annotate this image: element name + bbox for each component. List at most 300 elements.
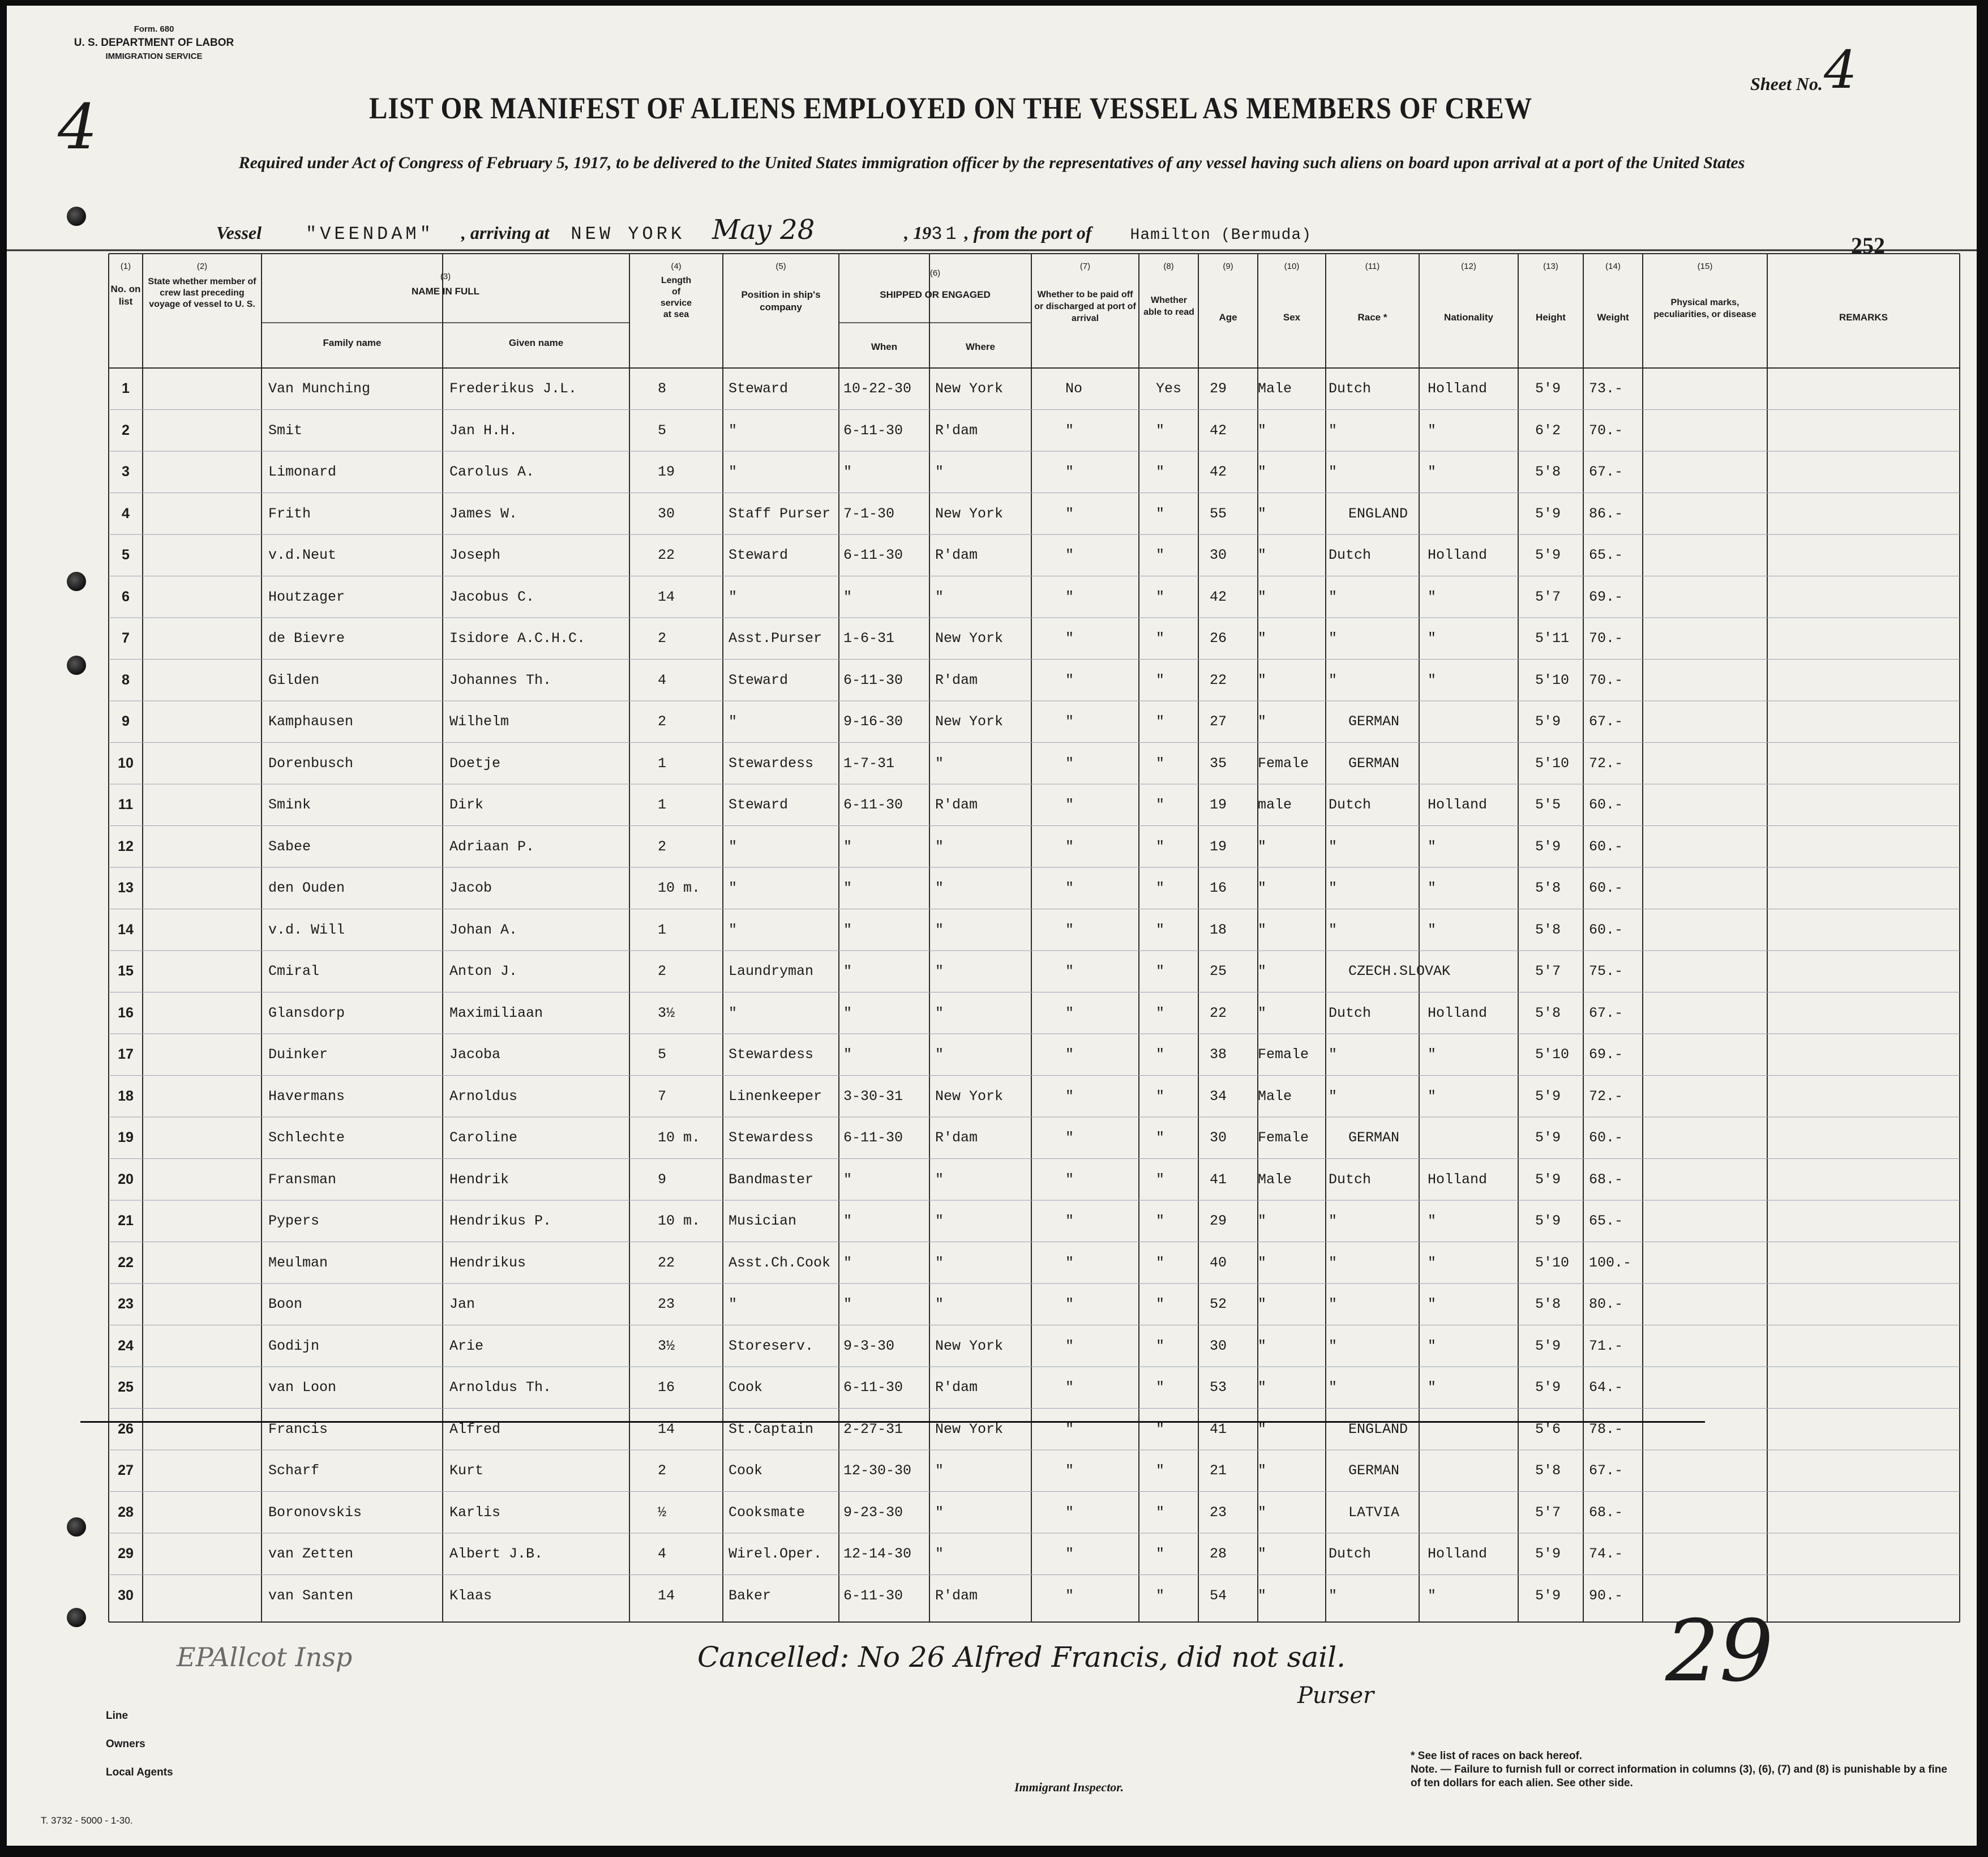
cell-read: " bbox=[1156, 713, 1165, 730]
cell-weight: 68.- bbox=[1589, 1504, 1623, 1521]
cell-position: Steward bbox=[729, 797, 789, 813]
cell-position: Linenkeeper bbox=[729, 1088, 822, 1105]
cell-read: " bbox=[1156, 1129, 1165, 1146]
cell-position: Storeserv. bbox=[729, 1337, 814, 1354]
cell-where: " bbox=[935, 838, 944, 855]
cell-nationality: " bbox=[1428, 630, 1437, 647]
cell-family: Pypers bbox=[268, 1213, 320, 1229]
cell-paid: " bbox=[1065, 1462, 1074, 1479]
cell-weight: 78.- bbox=[1589, 1420, 1623, 1437]
cell-where: " bbox=[935, 588, 944, 605]
cell-height: 5'9 bbox=[1535, 1171, 1561, 1188]
cell-race: GERMAN bbox=[1348, 1129, 1400, 1146]
cell-height: 5'9 bbox=[1535, 1337, 1561, 1354]
col14-number: (14) bbox=[1605, 262, 1621, 271]
cell-family: Schlechte bbox=[268, 1129, 345, 1146]
col2-header: State whether member of crew last preceding voyage of vessel to U. S. bbox=[148, 277, 256, 309]
cell-when: " bbox=[843, 588, 852, 605]
cell-weight: 72.- bbox=[1589, 1088, 1623, 1105]
cell-family: v.d.Neut bbox=[268, 547, 337, 563]
row-number: 28 bbox=[118, 1504, 134, 1520]
cell-age: 29 bbox=[1210, 380, 1227, 397]
cell-age: 53 bbox=[1210, 1379, 1227, 1396]
cell-sex: " bbox=[1258, 630, 1267, 647]
cell-when: 1-7-31 bbox=[843, 755, 895, 772]
cell-sex: " bbox=[1258, 505, 1267, 522]
cell-position: Wirel.Oper. bbox=[729, 1546, 822, 1562]
cell-when: 6-11-30 bbox=[843, 1129, 903, 1146]
cell-paid: " bbox=[1065, 630, 1074, 647]
cell-age: 30 bbox=[1210, 1129, 1227, 1146]
cell-service: 2 bbox=[658, 1462, 667, 1479]
purser-signature: Purser bbox=[1297, 1683, 1374, 1709]
cell-weight: 65.- bbox=[1589, 547, 1623, 563]
cell-sex: " bbox=[1258, 1420, 1267, 1437]
cell-service: 10 m. bbox=[658, 880, 701, 896]
cell-nationality: Holland bbox=[1428, 547, 1488, 563]
cell-when: " bbox=[843, 1171, 852, 1188]
col3-number: (3) bbox=[440, 272, 451, 281]
cell-race: ENGLAND bbox=[1348, 505, 1408, 522]
cell-family: Sabee bbox=[268, 838, 311, 855]
cell-age: 30 bbox=[1210, 1337, 1227, 1354]
cell-read: " bbox=[1156, 464, 1165, 480]
cell-sex: Male bbox=[1258, 1171, 1292, 1188]
cell-service: 14 bbox=[658, 588, 675, 605]
cell-age: 35 bbox=[1210, 755, 1227, 772]
col1-number: (1) bbox=[120, 262, 131, 271]
cell-given: Arnoldus bbox=[449, 1088, 518, 1105]
cell-where: " bbox=[935, 1504, 944, 1521]
cell-nationality: " bbox=[1428, 838, 1437, 855]
col10-header: Sex bbox=[1283, 312, 1301, 323]
cell-race: " bbox=[1329, 671, 1338, 688]
cell-given: Isidore A.C.H.C. bbox=[449, 630, 586, 647]
cell-paid: " bbox=[1065, 464, 1074, 480]
row-number: 27 bbox=[118, 1462, 134, 1478]
cell-service: 23 bbox=[658, 1296, 675, 1312]
cell-height: 5'10 bbox=[1535, 671, 1570, 688]
row-number: 17 bbox=[118, 1046, 134, 1062]
cell-race: " bbox=[1329, 1296, 1338, 1312]
cell-nationality: Holland bbox=[1428, 797, 1488, 813]
cell-race: " bbox=[1329, 1254, 1338, 1271]
cell-where: " bbox=[935, 921, 944, 938]
cell-read: Yes bbox=[1156, 380, 1182, 397]
cell-when: " bbox=[843, 1046, 852, 1063]
cell-height: 5'9 bbox=[1535, 1546, 1561, 1562]
col5-number: (5) bbox=[776, 262, 786, 271]
cell-weight: 86.- bbox=[1589, 505, 1623, 522]
cell-where: R'dam bbox=[935, 1129, 978, 1146]
cell-sex: " bbox=[1258, 547, 1267, 563]
cell-nationality: " bbox=[1428, 1088, 1437, 1105]
cell-race: " bbox=[1329, 838, 1338, 855]
cell-nationality: Holland bbox=[1428, 380, 1488, 397]
cell-weight: 67.- bbox=[1589, 1462, 1623, 1479]
cell-given: Jacob bbox=[449, 880, 492, 896]
row-number: 12 bbox=[118, 838, 134, 854]
required-statement: Required under Act of Congress of February 5, 1917, to be delivered to the United States immigration officer by the representatives of any vessel having such aliens on board upon arrival at a port of the United States bbox=[238, 153, 1745, 172]
cell-sex: " bbox=[1258, 671, 1267, 688]
races-footnote: * See list of races on back hereof. bbox=[1411, 1750, 1583, 1762]
cell-family: Frith bbox=[268, 505, 311, 522]
cell-service: 4 bbox=[658, 671, 667, 688]
arriving-port: NEW YORK bbox=[571, 224, 685, 245]
cell-weight: 100.- bbox=[1589, 1254, 1632, 1271]
cell-weight: 72.- bbox=[1589, 755, 1623, 772]
cell-age: 22 bbox=[1210, 671, 1227, 688]
row-number: 3 bbox=[122, 464, 130, 480]
cell-sex: Male bbox=[1258, 1088, 1292, 1105]
cell-position: " bbox=[729, 1004, 738, 1021]
cell-age: 40 bbox=[1210, 1254, 1227, 1271]
cell-nationality: Holland bbox=[1428, 1546, 1488, 1562]
col5-header: Position in ship's company bbox=[741, 289, 821, 313]
cell-given: Hendrikus P. bbox=[449, 1213, 552, 1229]
cell-height: 5'9 bbox=[1535, 547, 1561, 563]
cell-race: " bbox=[1329, 1213, 1338, 1229]
cell-when: 6-11-30 bbox=[843, 1587, 903, 1604]
cell-read: " bbox=[1156, 1046, 1165, 1063]
from-label: , from the port of bbox=[964, 223, 1092, 243]
cell-paid: " bbox=[1065, 1337, 1074, 1354]
cell-given: Hendrik bbox=[449, 1171, 509, 1188]
cell-paid: " bbox=[1065, 1213, 1074, 1229]
cell-sex: " bbox=[1258, 422, 1267, 439]
cell-family: Scharf bbox=[268, 1462, 320, 1479]
cell-given: Alfred bbox=[449, 1420, 501, 1437]
cell-family: de Bievre bbox=[268, 630, 345, 647]
cell-height: 5'5 bbox=[1535, 797, 1561, 813]
arrival-date: May 28 bbox=[712, 214, 815, 246]
form-number: Form. 680 bbox=[134, 24, 174, 34]
cell-position: " bbox=[729, 1296, 738, 1312]
cell-read: " bbox=[1156, 1462, 1165, 1479]
cell-service: 8 bbox=[658, 380, 667, 397]
cell-family: Dorenbusch bbox=[268, 755, 354, 772]
cell-race: Dutch bbox=[1329, 380, 1372, 397]
cell-given: Hendrikus bbox=[449, 1254, 526, 1271]
cell-service: 16 bbox=[658, 1379, 675, 1396]
cell-given: Wilhelm bbox=[449, 713, 509, 730]
cell-family: Cmiral bbox=[268, 963, 320, 979]
col15-number: (15) bbox=[1697, 262, 1713, 271]
cell-read: " bbox=[1156, 630, 1165, 647]
row-number: 21 bbox=[118, 1213, 134, 1229]
vessel-name: "VEENDAM" bbox=[306, 224, 434, 245]
cell-paid: " bbox=[1065, 921, 1074, 938]
cell-service: 2 bbox=[658, 963, 667, 979]
cell-family: v.d. Will bbox=[268, 921, 345, 938]
cell-nationality: " bbox=[1428, 880, 1437, 896]
col7-number: (7) bbox=[1079, 262, 1091, 271]
cell-paid: " bbox=[1065, 755, 1074, 772]
cell-when: 2-27-31 bbox=[843, 1420, 903, 1437]
col1-header: No. on list bbox=[110, 284, 141, 307]
row-number: 5 bbox=[122, 547, 130, 563]
cell-service: 22 bbox=[658, 547, 675, 563]
cell-family: Godijn bbox=[268, 1337, 320, 1354]
cell-where: " bbox=[935, 1254, 944, 1271]
cell-weight: 73.- bbox=[1589, 380, 1623, 397]
cell-when: 6-11-30 bbox=[843, 797, 903, 813]
row-number: 20 bbox=[118, 1171, 134, 1187]
row-number: 26 bbox=[118, 1420, 134, 1437]
cell-paid: " bbox=[1065, 1171, 1074, 1188]
cell-family: Meulman bbox=[268, 1254, 328, 1271]
cell-read: " bbox=[1156, 1337, 1165, 1354]
cell-given: Doetje bbox=[449, 755, 501, 772]
where-header: Where bbox=[966, 341, 995, 352]
cell-given: Arie bbox=[449, 1337, 484, 1354]
row-number: 29 bbox=[118, 1546, 134, 1561]
cell-sex: Female bbox=[1258, 1129, 1309, 1146]
cell-family: van Santen bbox=[268, 1587, 354, 1604]
cell-age: 42 bbox=[1210, 588, 1227, 605]
cell-where: New York bbox=[935, 505, 1004, 522]
cell-where: New York bbox=[935, 630, 1004, 647]
cell-weight: 67.- bbox=[1589, 713, 1623, 730]
cell-race: ENGLAND bbox=[1348, 1420, 1408, 1437]
cell-where: R'dam bbox=[935, 1587, 978, 1604]
cell-family: Gilden bbox=[268, 671, 320, 688]
cell-weight: 71.- bbox=[1589, 1337, 1623, 1354]
col4-number: (4) bbox=[671, 262, 682, 271]
cell-service: 2 bbox=[658, 713, 667, 730]
cell-where: " bbox=[935, 1296, 944, 1312]
cell-nationality: " bbox=[1428, 588, 1437, 605]
cell-given: Klaas bbox=[449, 1587, 492, 1604]
row-number: 13 bbox=[118, 880, 134, 896]
penalty-note: Note. — Failure to furnish full or correct information in columns (3), (6), (7) and (8) is punishable by a fine of ten dollars for each alien. See other side. bbox=[1411, 1764, 1947, 1789]
cell-position: Cooksmate bbox=[729, 1504, 806, 1521]
cell-service: 10 m. bbox=[658, 1213, 701, 1229]
cell-service: 4 bbox=[658, 1546, 667, 1562]
cell-height: 5'8 bbox=[1535, 921, 1561, 938]
cell-nationality: " bbox=[1428, 671, 1437, 688]
cell-height: 5'7 bbox=[1535, 588, 1561, 605]
cell-sex: male bbox=[1258, 797, 1292, 813]
cell-where: New York bbox=[935, 380, 1004, 397]
cell-race: CZECH.SLOVAK bbox=[1348, 963, 1451, 979]
cell-nationality: " bbox=[1428, 1213, 1437, 1229]
cell-where: R'dam bbox=[935, 1379, 978, 1396]
col6-number: (6) bbox=[929, 268, 941, 278]
cell-when: 6-11-30 bbox=[843, 1379, 903, 1396]
cell-when: " bbox=[843, 464, 852, 480]
cell-nationality: " bbox=[1428, 464, 1437, 480]
cell-weight: 70.- bbox=[1589, 422, 1623, 439]
cell-sex: " bbox=[1258, 1004, 1267, 1021]
cell-family: Houtzager bbox=[268, 588, 345, 605]
col14-header: Weight bbox=[1597, 312, 1629, 323]
cell-sex: " bbox=[1258, 1546, 1267, 1562]
footnote-block bbox=[1411, 1749, 1954, 1790]
cell-age: 19 bbox=[1210, 797, 1227, 813]
cell-service: ½ bbox=[658, 1504, 667, 1521]
given-name-header: Given name bbox=[508, 337, 564, 348]
col10-number: (10) bbox=[1284, 262, 1300, 271]
row-number: 8 bbox=[122, 671, 130, 688]
cell-sex: " bbox=[1258, 1337, 1267, 1354]
cell-where: R'dam bbox=[935, 671, 978, 688]
cell-read: " bbox=[1156, 755, 1165, 772]
cell-height: 5'9 bbox=[1535, 1129, 1561, 1146]
cell-when: 9-16-30 bbox=[843, 713, 903, 730]
cell-weight: 80.- bbox=[1589, 1296, 1623, 1312]
cell-paid: " bbox=[1065, 838, 1074, 855]
cell-given: Johannes Th. bbox=[449, 671, 552, 688]
cell-given: Karlis bbox=[449, 1504, 501, 1521]
cell-read: " bbox=[1156, 1171, 1165, 1188]
cell-family: Glansdorp bbox=[268, 1004, 345, 1021]
cell-read: " bbox=[1156, 547, 1165, 563]
cell-sex: " bbox=[1258, 1504, 1267, 1521]
cell-where: " bbox=[935, 963, 944, 979]
cell-height: 5'10 bbox=[1535, 1254, 1570, 1271]
col9-header: Age bbox=[1219, 312, 1237, 323]
cell-where: New York bbox=[935, 1088, 1004, 1105]
cell-given: Joseph bbox=[449, 547, 501, 563]
cell-when: " bbox=[843, 1213, 852, 1229]
cell-where: " bbox=[935, 1004, 944, 1021]
cell-read: " bbox=[1156, 1504, 1165, 1521]
cell-height: 5'8 bbox=[1535, 1462, 1561, 1479]
cell-nationality: " bbox=[1428, 1296, 1437, 1312]
line-label: Line bbox=[106, 1710, 128, 1722]
cell-position: Musician bbox=[729, 1213, 797, 1229]
cell-service: 9 bbox=[658, 1171, 667, 1188]
col6-header: SHIPPED OR ENGAGED bbox=[880, 289, 991, 300]
col8-header: Whether able to read bbox=[1143, 296, 1194, 317]
cell-service: 2 bbox=[658, 838, 667, 855]
cell-height: 5'7 bbox=[1535, 963, 1561, 979]
sheet-number: 4 bbox=[1824, 40, 1857, 100]
cell-paid: " bbox=[1065, 547, 1074, 563]
cell-where: " bbox=[935, 880, 944, 896]
cell-age: 27 bbox=[1210, 713, 1227, 730]
cell-nationality: " bbox=[1428, 1254, 1437, 1271]
cell-family: Francis bbox=[268, 1420, 328, 1437]
col12-header: Nationality bbox=[1444, 312, 1493, 323]
col11-header: Race * bbox=[1357, 312, 1387, 323]
col8-number: (8) bbox=[1163, 262, 1174, 271]
cell-where: New York bbox=[935, 1420, 1004, 1437]
cell-sex: " bbox=[1258, 713, 1267, 730]
cell-race: GERMAN bbox=[1348, 1462, 1400, 1479]
cell-height: 5'9 bbox=[1535, 713, 1561, 730]
cell-read: " bbox=[1156, 505, 1165, 522]
cell-when: " bbox=[843, 921, 852, 938]
cell-read: " bbox=[1156, 1254, 1165, 1271]
cell-race: " bbox=[1329, 880, 1338, 896]
cell-race: Dutch bbox=[1329, 547, 1372, 563]
cell-position: " bbox=[729, 713, 738, 730]
cell-position: Steward bbox=[729, 547, 789, 563]
cell-paid: " bbox=[1065, 1088, 1074, 1105]
cell-age: 23 bbox=[1210, 1504, 1227, 1521]
cell-given: Jacoba bbox=[449, 1046, 501, 1063]
cell-age: 52 bbox=[1210, 1296, 1227, 1312]
cell-family: Smink bbox=[268, 797, 311, 813]
cell-age: 21 bbox=[1210, 1462, 1227, 1479]
cell-race: LATVIA bbox=[1348, 1504, 1400, 1521]
corner-handwritten-mark: 4 bbox=[58, 91, 97, 163]
cell-paid: " bbox=[1065, 713, 1074, 730]
cell-height: 5'9 bbox=[1535, 1213, 1561, 1229]
cell-race: " bbox=[1329, 422, 1338, 439]
cell-weight: 60.- bbox=[1589, 838, 1623, 855]
cell-when: 12-14-30 bbox=[843, 1546, 912, 1562]
cell-family: Boronovskis bbox=[268, 1504, 362, 1521]
print-code: T. 3732 - 5000 - 1-30. bbox=[41, 1815, 133, 1826]
cell-given: Dirk bbox=[449, 797, 484, 813]
cell-weight: 67.- bbox=[1589, 1004, 1623, 1021]
cell-age: 34 bbox=[1210, 1088, 1227, 1105]
cell-age: 25 bbox=[1210, 963, 1227, 979]
arriving-label: , arriving at bbox=[461, 223, 550, 243]
cell-paid: " bbox=[1065, 1046, 1074, 1063]
row-number: 18 bbox=[118, 1088, 134, 1104]
col7-header: Whether to be paid off or discharged at port of arrival bbox=[1034, 290, 1136, 323]
cell-paid: No bbox=[1065, 380, 1083, 397]
row-number: 7 bbox=[122, 630, 130, 646]
cell-weight: 60.- bbox=[1589, 797, 1623, 813]
cell-when: 12-30-30 bbox=[843, 1462, 912, 1479]
cell-position: Stewardess bbox=[729, 1129, 814, 1146]
cell-sex: " bbox=[1258, 1213, 1267, 1229]
cell-position: " bbox=[729, 464, 738, 480]
cell-read: " bbox=[1156, 1296, 1165, 1312]
row-number: 25 bbox=[118, 1379, 134, 1395]
cell-service: 30 bbox=[658, 505, 675, 522]
row-number: 4 bbox=[122, 505, 130, 521]
page-stamp: 252 bbox=[1851, 233, 1885, 258]
cell-when: 6-11-30 bbox=[843, 547, 903, 563]
year-prefix: , 19 bbox=[904, 223, 932, 243]
col3-header: NAME IN FULL bbox=[412, 286, 479, 297]
cell-position: Baker bbox=[729, 1587, 772, 1604]
cell-nationality: Holland bbox=[1428, 1171, 1488, 1188]
cell-given: James W. bbox=[449, 505, 518, 522]
cell-paid: " bbox=[1065, 1379, 1074, 1396]
cell-sex: " bbox=[1258, 1462, 1267, 1479]
cell-paid: " bbox=[1065, 422, 1074, 439]
cell-sex: " bbox=[1258, 1587, 1267, 1604]
cell-paid: " bbox=[1065, 588, 1074, 605]
cell-when: " bbox=[843, 963, 852, 979]
cell-weight: 60.- bbox=[1589, 880, 1623, 896]
cell-age: 54 bbox=[1210, 1587, 1227, 1604]
cell-race: Dutch bbox=[1329, 1546, 1372, 1562]
cell-where: " bbox=[935, 1462, 944, 1479]
owners-label: Owners bbox=[106, 1738, 145, 1750]
cell-given: Jacobus C. bbox=[449, 588, 535, 605]
cell-race: " bbox=[1329, 1046, 1338, 1063]
cell-when: " bbox=[843, 1004, 852, 1021]
cell-sex: " bbox=[1258, 880, 1267, 896]
cell-position: Cook bbox=[729, 1462, 763, 1479]
manifest-sheet bbox=[7, 6, 1977, 1846]
sheet-label: Sheet No. bbox=[1750, 74, 1823, 94]
cell-age: 55 bbox=[1210, 505, 1227, 522]
cell-height: 5'6 bbox=[1535, 1420, 1561, 1437]
cell-service: 1 bbox=[658, 755, 667, 772]
cell-weight: 74.- bbox=[1589, 1546, 1623, 1562]
cell-service: 10 m. bbox=[658, 1129, 701, 1146]
cell-when: " bbox=[843, 880, 852, 896]
